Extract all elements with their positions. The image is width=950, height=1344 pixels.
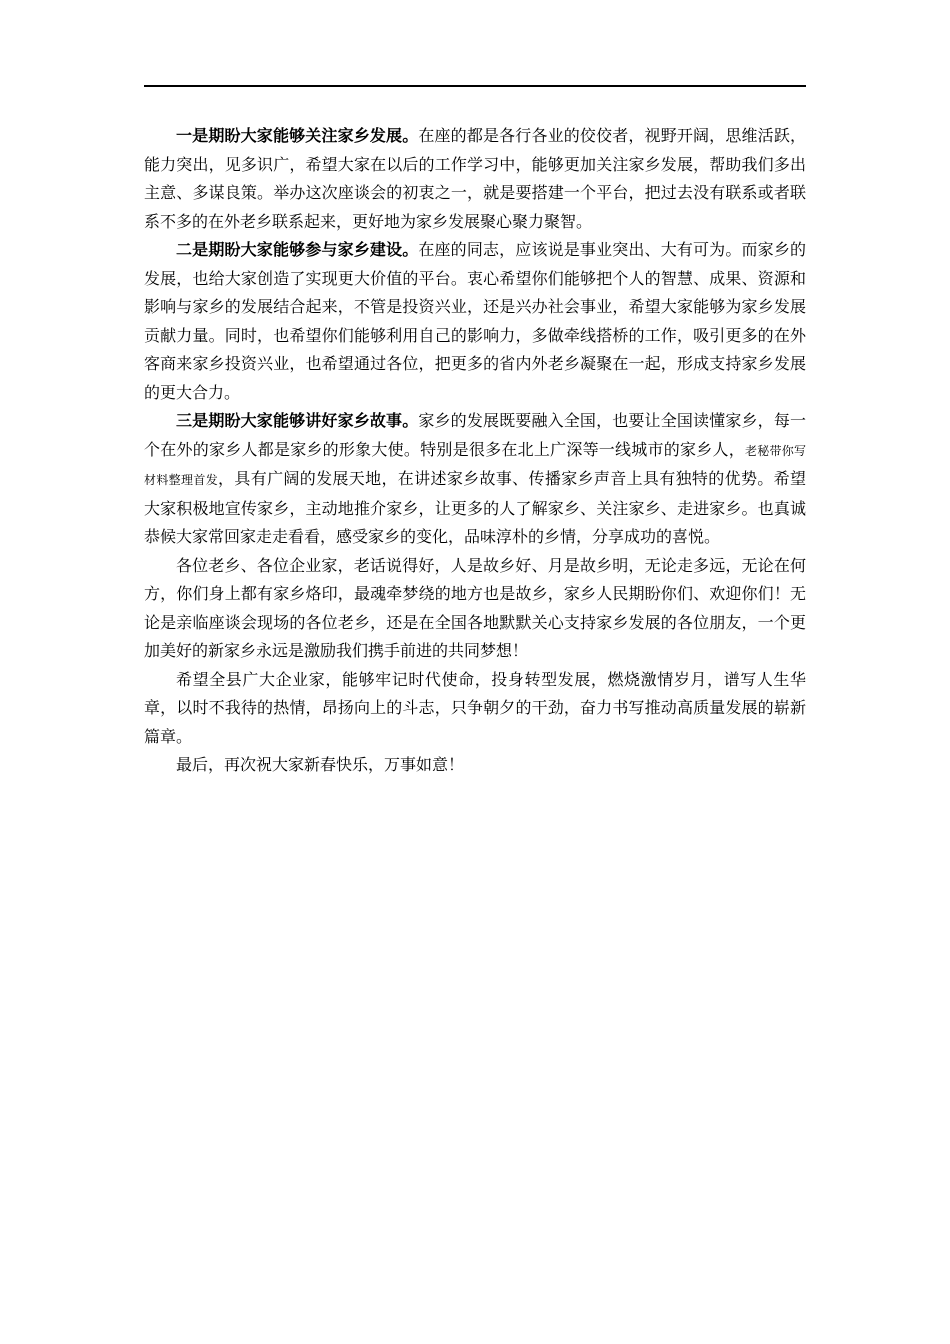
paragraph-5-text: 希望全县广大企业家，能够牢记时代使命，投身转型发展，燃烧激情岁月，谱写人生华章，以时不我待的热情，昂扬向上的斗志，只争朝夕的干劲，奋力书写推动高质量发展的崭新篇章。 xyxy=(144,669,806,746)
paragraph-2-text: 在座的同志，应该说是事业突出、大有可为。而家乡的发展，也给大家创造了实现更大价值的平台。衷心希望你们能够把个人的智慧、成果、资源和影响与家乡的发展结合起来，不管是投资兴业，还是兴办社会事业，希望大家能够为家乡发展贡献力量。同时，也希望你们能够利用自己的影响力，多做牵线搭桥的工作，吸引更多的在外客商来家乡投资兴业，也希望通过各位，把更多的省内外老乡凝聚在一起，形成支持家乡发展的更大合力。 xyxy=(144,240,806,402)
paragraph-4-text: 各位老乡、各位企业家，老话说得好，人是故乡好、月是故乡明，无论走多远，无论在何方，你们身上都有家乡烙印，最魂牵梦绕的地方也是故乡，家乡人民期盼你们、欢迎你们！无论是亲临座谈会现场的各位老乡，还是在全国各地默默关心支持家乡发展的各位朋友，一个更加美好的新家乡永远是激励我们携手前进的共同梦想！ xyxy=(144,555,806,660)
paragraph-1-lead: 一是期盼大家能够关注家乡发展。 xyxy=(176,126,419,145)
header-rule xyxy=(144,85,806,87)
paragraph-4 xyxy=(144,552,806,666)
paragraph-3 xyxy=(144,407,806,552)
paragraph-5 xyxy=(144,666,806,752)
paragraph-3-inline-note: 老秘带你写材料整理首发 xyxy=(144,443,806,487)
paragraph-6-text: 最后，再次祝大家新春快乐，万事如意！ xyxy=(176,755,465,774)
document-body xyxy=(144,122,806,780)
paragraph-2 xyxy=(144,236,806,407)
paragraph-3-text: 家乡的发展既要融入全国，也要让全国读懂家乡，每一个在外的家乡人都是家乡的形象大使。特别是很多在北上广深等一线城市的家乡人， xyxy=(144,411,806,459)
paragraph-6 xyxy=(144,751,806,780)
paragraph-3-text-after: ，具有广阔的发展天地，在讲述家乡故事、传播家乡声音上具有独特的优势。希望大家积极地宣传家乡，主动地推介家乡，让更多的人了解家乡、关注家乡、走进家乡。也真诚恭候大家常回家走走看看，感受家乡的变化，品味淳朴的乡情，分享成功的喜悦。 xyxy=(144,469,806,546)
paragraph-1 xyxy=(144,122,806,236)
paragraph-3-lead: 三是期盼大家能够讲好家乡故事。 xyxy=(176,411,419,430)
paragraph-2-lead: 二是期盼大家能够参与家乡建设。 xyxy=(176,240,419,259)
paragraph-1-text: 在座的都是各行各业的佼佼者，视野开阔，思维活跃，能力突出，见多识广，希望大家在以后的工作学习中，能够更加关注家乡发展，帮助我们多出主意、多谋良策。举办这次座谈会的初衷之一，就是要搭建一个平台，把过去没有联系或者联系不多的在外老乡联系起来，更好地为家乡发展聚心聚力聚智。 xyxy=(144,126,806,231)
